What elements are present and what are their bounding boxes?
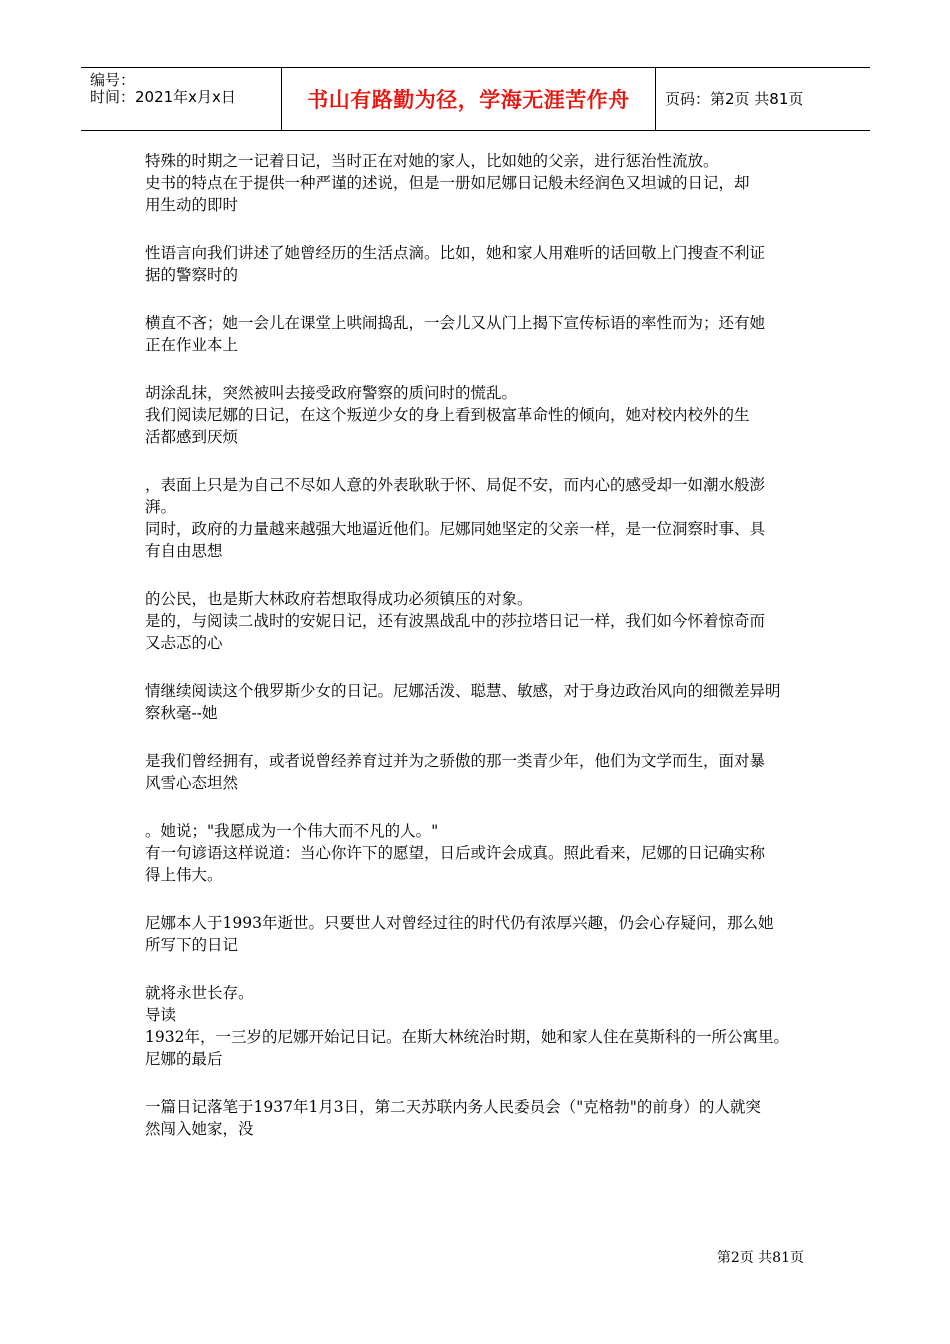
text-line: 有自由思想 bbox=[145, 542, 223, 560]
page-number-label: 页码：第2页 共81页 bbox=[665, 89, 804, 108]
text-line: 尼娜本人于1993年逝世。只要世人对曾经过往的时代仍有浓厚兴趣，仍会心存疑问，那么她 bbox=[145, 914, 774, 932]
text-line: 是的，与阅读二战时的安妮日记，还有波黑战乱中的莎拉塔日记一样，我们如今怀着惊奇而 bbox=[145, 612, 766, 630]
text-line: 我们阅读尼娜的日记，在这个叛逆少女的身上看到极富革命性的倾向，她对校内校外的生 bbox=[145, 406, 750, 424]
text-line: 风雪心态坦然 bbox=[145, 774, 239, 792]
document-header bbox=[81, 67, 870, 131]
text-line: 有一句谚语这样说道：当心你许下的愿望，日后或许会成真。照此看来，尼娜的日记确实称 bbox=[145, 844, 766, 862]
serial-number-label: 编号： bbox=[90, 71, 136, 89]
text-line: 得上伟大。 bbox=[145, 866, 223, 884]
document-body bbox=[145, 150, 810, 1140]
text-line: 情继续阅读这个俄罗斯少女的日记。尼娜活泼、聪慧、敏感，对于身边政治风向的细微差异明 bbox=[145, 682, 781, 700]
header-page-cell bbox=[655, 68, 870, 130]
text-line: 。她说；"我愿成为一个伟大而不凡的人。" bbox=[145, 822, 439, 840]
text-line: 同时，政府的力量越来越强大地逼近他们。尼娜同她坚定的父亲一样，是一位洞察时事、具 bbox=[145, 520, 766, 538]
text-line: 所写下的日记 bbox=[145, 936, 239, 954]
text-line: 胡涂乱抹，突然被叫去接受政府警察的质问时的慌乱。 bbox=[145, 384, 518, 402]
motto-text: 书山有路勤为径，学海无涯苦作舟 bbox=[307, 88, 630, 112]
text-line: 就将永世长存。 bbox=[145, 984, 254, 1002]
text-line: 的公民，也是斯大林政府若想取得成功必须镇压的对象。 bbox=[145, 590, 533, 608]
text-line: 横直不吝；她一会儿在课堂上哄闹捣乱，一会儿又从门上揭下宣传标语的率性而为；还有她 bbox=[145, 314, 766, 332]
text-line: 特殊的时期之一记着日记，当时正在对她的家人，比如她的父亲，进行惩治性流放。 bbox=[145, 152, 719, 170]
page-footer: 第2页 共81页 bbox=[716, 1250, 804, 1266]
text-line: 史书的特点在于提供一种严谨的述说，但是一册如尼娜日记般未经润色又坦诚的日记，却 bbox=[145, 174, 750, 192]
date-label: 时间：2021年x月x日 bbox=[90, 88, 236, 106]
text-line: 尼娜的最后 bbox=[145, 1050, 223, 1068]
header-motto-cell bbox=[281, 68, 656, 130]
text-line: 是我们曾经拥有，或者说曾经养育过并为之骄傲的那一类青少年，他们为文学而生，面对暴 bbox=[145, 752, 766, 770]
text-line: 据的警察时的 bbox=[145, 266, 239, 284]
text-line: 1932年，一三岁的尼娜开始记日记。在斯大林统治时期，她和家人住在莫斯科的一所公寓里。 bbox=[145, 1028, 789, 1046]
text-line: 湃。 bbox=[145, 498, 177, 516]
text-line: 又忐忑的心 bbox=[145, 634, 223, 652]
text-line: 一篇日记落笔于1937年1月3日，第二天苏联内务人民委员会（"克格勃"的前身）的人就突 bbox=[145, 1098, 761, 1116]
header-meta-cell bbox=[81, 68, 281, 130]
text-line: 活都感到厌烦 bbox=[145, 428, 239, 446]
text-line: 察秋毫--她 bbox=[145, 704, 218, 722]
text-line: 性语言向我们讲述了她曾经历的生活点滴。比如，她和家人用难听的话回敬上门搜查不利证 bbox=[145, 244, 766, 262]
text-line: 导读 bbox=[145, 1006, 177, 1024]
text-line: 然闯入她家，没 bbox=[145, 1120, 254, 1138]
text-line: ，表面上只是为自己不尽如人意的外表耿耿于怀、局促不安，而内心的感受却一如潮水般澎 bbox=[145, 476, 766, 494]
text-line: 正在作业本上 bbox=[145, 336, 239, 354]
text-line: 用生动的即时 bbox=[145, 196, 239, 214]
